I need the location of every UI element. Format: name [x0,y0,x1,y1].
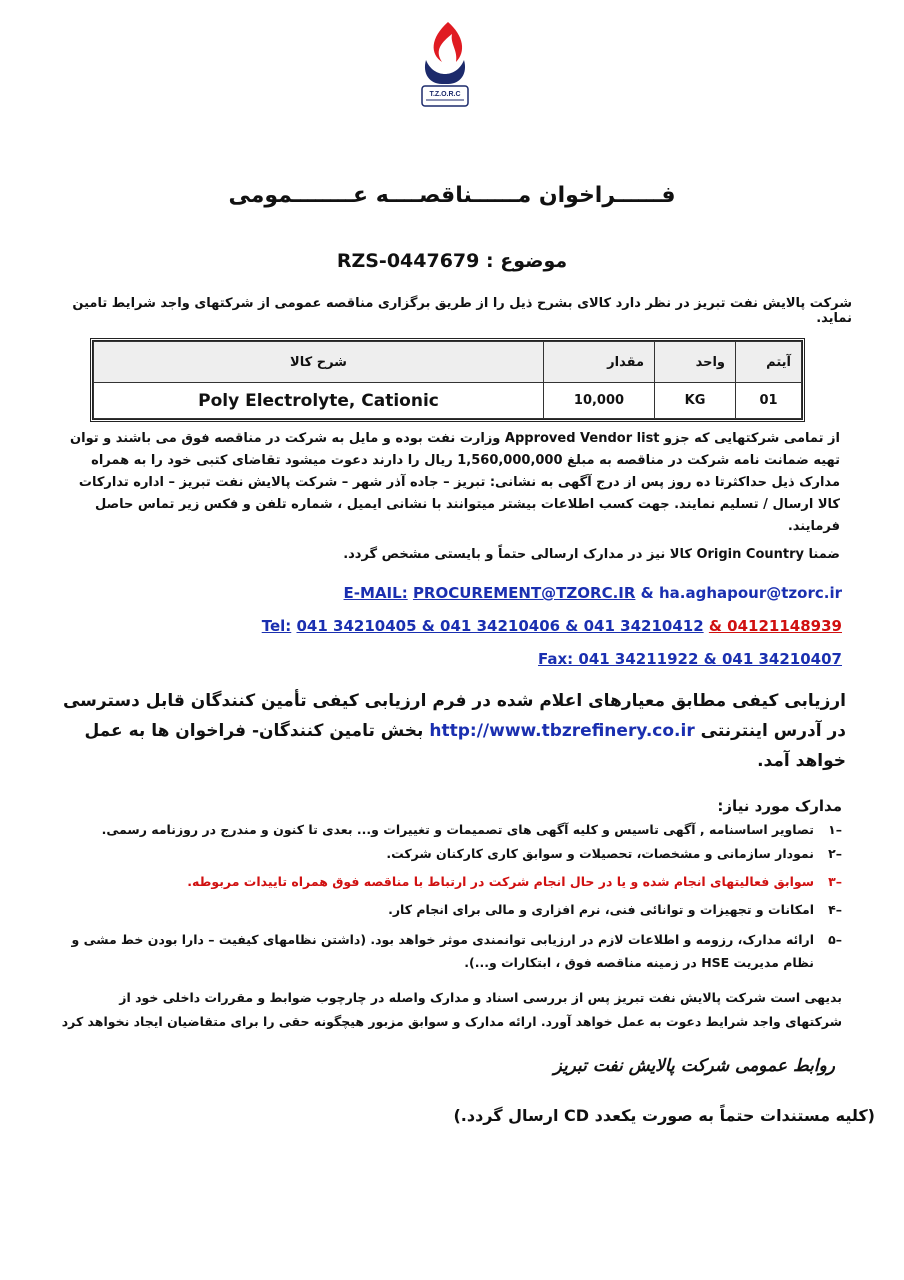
cell-unit: KG [655,383,736,419]
header-description: شرح کالا [94,342,544,383]
page-title: فــــــراخوان مــــــناقصــــه عــــــــمومی [228,183,676,208]
list-item-text: ارائه مدارک، رزومه و اطلاعات لازم در ارزیابی توانمندی موثر خواهد بود. (داشتن نظامهای کیفیت – دارا بودن خط مشی و نظام مدیریت HSE در زمینه مناقصه فوق ، ابتکارات و...). [71,932,814,970]
cell-description: Poly Electrolyte, Cationic [94,383,544,419]
subject-code: RZS-0447679 [336,250,480,272]
table-row [94,383,802,419]
quality-assessment-paragraph [50,686,846,776]
list-item-number: ۲– [828,846,842,861]
base-shape [425,60,465,84]
intro-paragraph: شرکت پالایش نفت تبریز در نظر دارد کالای بشرح ذیل را از طریق برگزاری مناقصه عمومی از شرکتهای واجد شرایط تامین نماید. [72,296,852,326]
list-item-text: امکانات و تجهیزات و توانائی فنی، نرم افزاری و مالی برای انجام کار. [388,902,814,917]
email-secondary-link[interactable]: & ha.aghapour@tzorc.ir [640,584,842,602]
phone-line [180,617,842,635]
list-item [60,898,842,921]
email-line [180,584,842,602]
list-item-number: ۴– [828,902,842,917]
list-item-text: نمودار سازمانی و مشخصات، تحصیلات و سوابق کاری کارکنان شرکت. [386,846,814,861]
required-docs-heading: مدارک مورد نیاز: [717,797,842,815]
closing-paragraph: بدیهی است شرکت پالایش نفت تبریز پس از بررسی اسناد و مدارک واصله در چارچوب ضوابط و مقررات داخلی خود از شرکتهای واجد شرایط دعوت به عمل خواهد آورد. ارائه مدارک و سوابق مزبور هیچگونه حقی را برای متقاضیان ایجاد نخواهد کرد [61,990,842,1029]
list-item [60,842,842,865]
subject-label: موضوع : [486,250,568,272]
list-item [60,928,842,974]
list-item-number: ۳– [828,874,842,889]
table-header-row [94,342,802,383]
header-item: آیتم [736,342,802,383]
cd-note: (کلیه مستندات حتماً به صورت یکعدد CD ارسال گردد.) [453,1106,875,1125]
logo-text: T.Z.O.R.C [429,91,461,98]
website-link[interactable]: http://www.tbzrefinery.co.ir [429,721,695,741]
email-label: E-MAIL: [343,584,408,602]
fax-numbers: Fax: 041 34211922 & 041 34210407 [538,650,842,668]
header-unit: واحد [655,342,736,383]
phone-numbers: 041 34210405 & 041 34210406 & 041 34210412 [296,617,704,635]
header-quantity: مقدار [544,342,655,383]
email-primary-link[interactable]: PROCUREMENT@TZORC.IR [412,584,636,602]
vendor-paragraph: از تمامی شرکتهایی که جزو Approved Vendor list وزارت نفت بوده و مایل به شرکت در مناقصه فوق می باشند و توان تهیه ضمانت نامه شرکت در مناقصه به مبلغ 1,560,000,000 ریال را دارند دعوت میشود تقاضای کتبی خود را به همراه مدارک ذیل حداکثرتا ده روز پس از درج آگهی به نشانی: تبریز – جاده آذر شهر – شرکت پالایش نفت تبریز – اداره تدارکات کالا ارسال / تسلیم نمایند. جهت کسب اطلاعات بیشتر میتوانند با نشانی ایمیل ، شماره تلفن و فکس زیر تماس حاصل فرمایند. [70,431,840,534]
cell-quantity: 10,000 [544,383,655,419]
phone-extra: & 04121148939 [708,617,842,635]
list-item-text: سوابق فعالیتهای انجام شده و یا در حال انجام شرکت در ارتباط با مناقصه فوق همراه تاییدات مربوطه. [187,874,814,889]
subject-line [320,250,584,272]
company-logo [412,20,478,112]
cell-item: 01 [736,383,802,419]
phone-label: Tel: [261,617,292,635]
quality-text-after: بخش تامین کنندگان- فراخوان ها به عمل خواهد آمد. [84,721,846,771]
list-item [60,818,842,841]
list-item-number: ۵– [828,932,842,947]
items-table [90,338,805,422]
list-item [60,870,842,893]
fax-line [180,650,842,668]
list-item-text: تصاویر اساسنامه , آگهی تاسیس و کلیه آگهی های تصمیمات و تغییرات و... بعدی تا کنون و مندرج در روزنامه رسمی. [101,822,814,837]
quality-text-before: ارزیابی کیفی مطابق معیارهای اعلام شده در فرم ارزیابی کیفی تأمین کنندگان قابل دسترسی در آدرس اینترنتی [62,691,846,741]
signature: روابط عمومی شرکت پالایش نفت تبریز [553,1056,835,1076]
origin-country-note: ضمنا Origin Country کالا نیز در مدارک ارسالی حتماً و بایستی مشخص گردد. [343,547,840,562]
flame-shape [434,22,462,62]
list-item-number: ۱– [828,822,842,837]
